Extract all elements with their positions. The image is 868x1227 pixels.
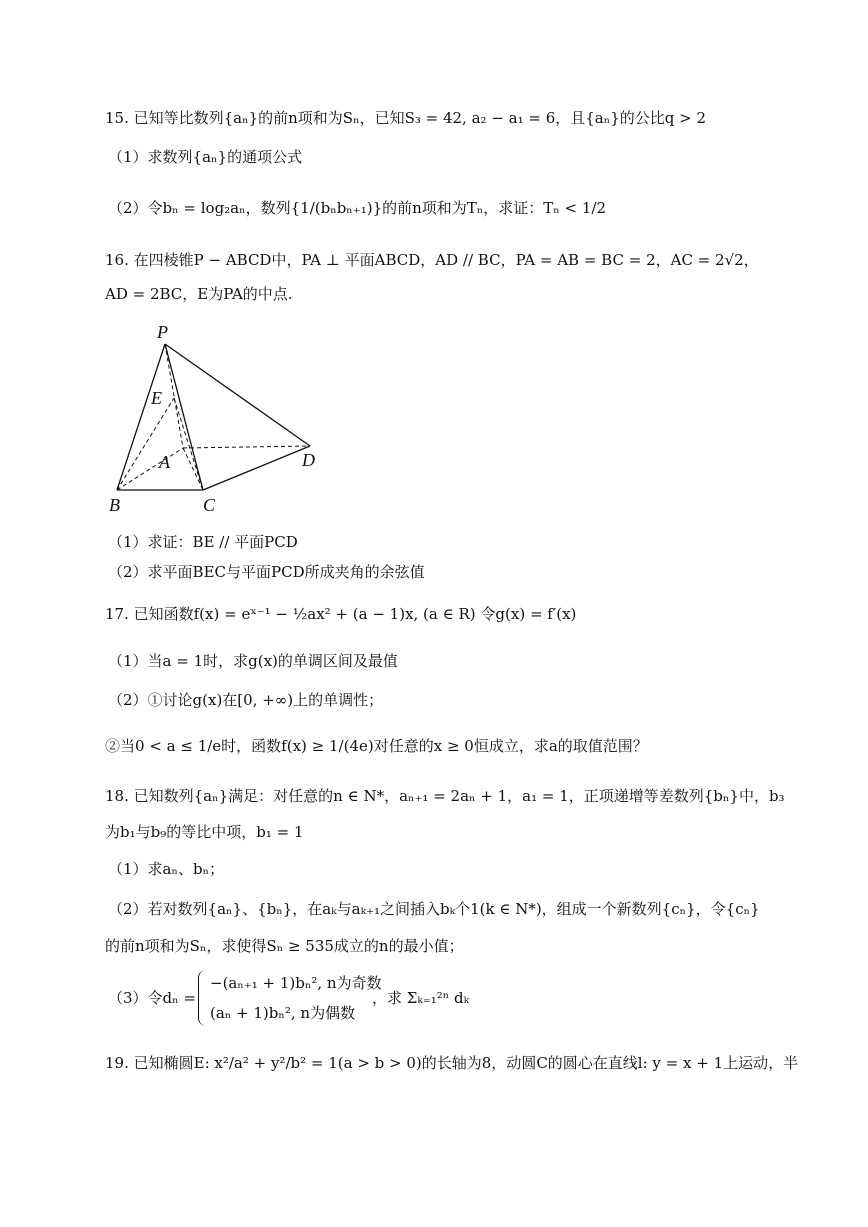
p18-q3-case2: (aₙ + 1)bₙ², n为偶数 — [210, 1004, 356, 1022]
label-E: E — [151, 388, 162, 408]
label-D: D — [302, 450, 315, 470]
edge-AC — [183, 448, 203, 490]
edge-PA — [165, 344, 183, 448]
p17-stem: 17. 已知函数f(x) = eˣ⁻¹ − ½ax² + (a − 1)x, (a ∈ R) 令g(x) = f′(x) — [105, 605, 577, 623]
edge-PD — [165, 344, 310, 446]
p18-stem-line1: 18. 已知数列{aₙ}满足：对任意的n ∈ N*，aₙ₊₁ = 2aₙ + 1，a₁ = 1，正项递增等差数列{bₙ}中，b₃ — [105, 787, 785, 805]
p16-q2: （2）求平面BEC与平面PCD所成夹角的余弦值 — [108, 563, 425, 581]
p18-q1: （1）求aₙ、bₙ； — [108, 860, 225, 878]
segment-EC — [174, 398, 203, 490]
edge-AD — [183, 446, 310, 448]
p15-q1: （1）求数列{aₙ}的通项公式 — [108, 148, 303, 166]
edge-PC — [165, 344, 203, 490]
label-P: P — [157, 322, 168, 342]
p15-stem: 15. 已知等比数列{aₙ}的前n项和为Sₙ，已知S₃ = 42, a₂ − a₁ = 6，且{aₙ}的公比q > 2 — [105, 109, 707, 127]
p18-q3-case1: −(aₙ₊₁ + 1)bₙ², n为奇数 — [210, 974, 382, 992]
edge-CD — [203, 446, 310, 490]
pyramid-figure — [105, 318, 335, 518]
label-A: A — [159, 452, 170, 472]
label-C: C — [203, 495, 216, 515]
p15-q2: （2）令bₙ = log₂aₙ，数列{1/(bₙbₙ₊₁)}的前n项和为Tₙ，求证：Tₙ < 1/2 — [108, 199, 607, 217]
p18-q3-suffix: ，求 Σₖ₌₁²ⁿ dₖ — [372, 989, 470, 1007]
p18-q2-line1: （2）若对数列{aₙ}、{bₙ}，在aₖ与aₖ₊₁之间插入bₖ个1(k ∈ N*)，组成一个新数列{cₙ}，令{cₙ} — [108, 900, 760, 918]
edge-AB — [117, 448, 183, 490]
p18-q3-prefix: （3）令dₙ = — [108, 989, 196, 1007]
edge-PB — [117, 344, 165, 490]
p18-q2-line2: 的前n项和为Sₙ，求使得Sₙ ≥ 535成立的n的最小值； — [105, 937, 464, 955]
p16-q1: （1）求证：BE // 平面PCD — [108, 533, 298, 551]
p17-q1: （1）当a = 1时，求g(x)的单调区间及最值 — [108, 652, 398, 670]
p17-q2b: ②当0 < a ≤ 1/e时，函数f(x) ≥ 1/(4e)对任意的x ≥ 0恒成立，求a的取值范围？ — [105, 737, 648, 755]
p19-stem: 19. 已知椭圆E: x²/a² + y²/b² = 1(a > b > 0)的长轴为8，动圆C的圆心在直线l: y = x + 1上运动，半 — [105, 1054, 799, 1072]
p18-stem-line2: 为b₁与b₉的等比中项，b₁ = 1 — [105, 823, 304, 841]
piecewise-brace — [198, 970, 209, 1026]
p17-q2: （2）①讨论g(x)在[0, +∞)上的单调性； — [108, 691, 384, 709]
label-B: B — [109, 495, 120, 515]
pyramid-diagram — [105, 318, 335, 518]
segment-BE — [117, 398, 174, 490]
p16-stem-line1: 16. 在四棱锥P − ABCD中，PA ⊥ 平面ABCD，AD // BC，PA = AB = BC = 2，AC = 2√2， — [105, 251, 759, 269]
p16-stem-line2: AD = 2BC，E为PA的中点. — [105, 285, 293, 303]
